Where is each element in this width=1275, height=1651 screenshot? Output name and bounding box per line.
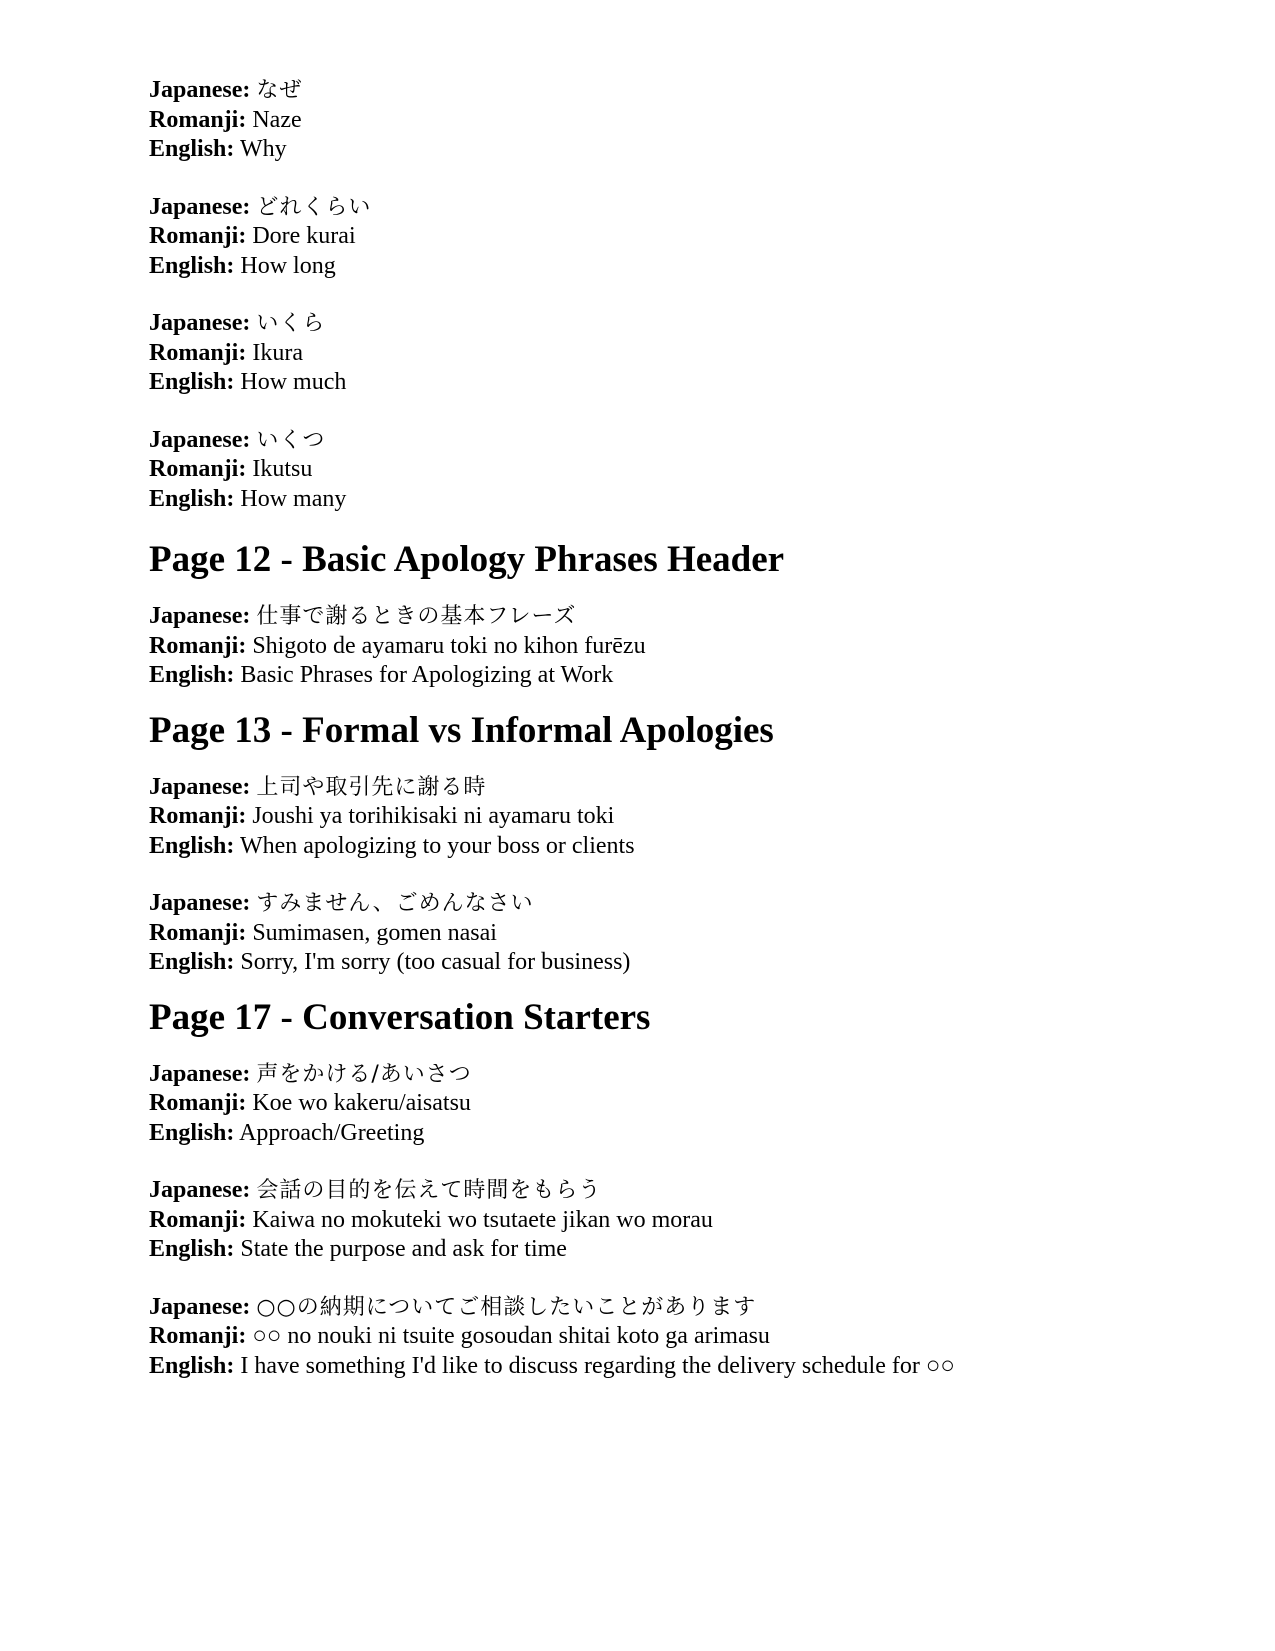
english-label: English: bbox=[149, 485, 235, 512]
japanese-line bbox=[149, 889, 1229, 919]
japanese-line bbox=[149, 1176, 1229, 1206]
romanji-line bbox=[149, 1322, 1229, 1352]
english-label: English: bbox=[149, 1352, 235, 1379]
phrase-entry bbox=[149, 426, 1229, 515]
romanji-text: Ikura bbox=[252, 339, 303, 366]
romanji-text: Dore kurai bbox=[252, 223, 356, 249]
section-heading: Page 12 - Basic Apology Phrases Header bbox=[149, 539, 785, 580]
japanese-text: いくら bbox=[256, 311, 326, 336]
japanese-text: 声をかける/あいさつ bbox=[256, 1061, 472, 1087]
japanese-label: Japanese: bbox=[149, 193, 251, 220]
romanji-line bbox=[149, 1206, 1229, 1236]
english-line bbox=[149, 1235, 1229, 1265]
english-label: English: bbox=[149, 369, 235, 395]
english-text: How much bbox=[240, 369, 347, 395]
japanese-line bbox=[149, 1060, 1229, 1090]
romanji-text: Sumimasen, gomen nasai bbox=[252, 919, 497, 946]
japanese-label: Japanese: bbox=[149, 890, 251, 916]
japanese-line bbox=[149, 309, 1229, 339]
section-page-13 bbox=[149, 709, 1229, 978]
phrase-entry bbox=[149, 309, 1229, 398]
romanji-line bbox=[149, 106, 1229, 136]
romanji-text: Koe wo kakeru/aisatsu bbox=[252, 1090, 471, 1116]
japanese-line bbox=[149, 602, 1229, 632]
phrase-entry bbox=[149, 773, 1229, 862]
romanji-line bbox=[149, 1089, 1229, 1119]
japanese-text: どれくらい bbox=[256, 194, 372, 220]
section-page-12 bbox=[149, 538, 1229, 691]
phrase-entry bbox=[149, 889, 1229, 978]
english-label: English: bbox=[149, 949, 235, 975]
phrase-entry bbox=[149, 602, 1229, 691]
japanese-label: Japanese: bbox=[149, 1177, 251, 1203]
romanji-text: Kaiwa no mokuteki wo tsutaete jikan wo morau bbox=[252, 1206, 713, 1233]
english-text: Why bbox=[239, 136, 287, 162]
japanese-line bbox=[149, 426, 1229, 456]
phrase-entry bbox=[149, 76, 1229, 165]
english-line bbox=[149, 135, 1229, 165]
japanese-line bbox=[149, 193, 1229, 223]
japanese-text: ○○の納期についてご相談したいことがあります bbox=[256, 1294, 757, 1320]
japanese-text: なぜ bbox=[256, 78, 303, 103]
english-line bbox=[149, 252, 1229, 282]
document-page bbox=[149, 76, 1229, 1399]
romanji-label: Romanji: bbox=[149, 632, 247, 659]
romanji-line bbox=[149, 339, 1229, 369]
japanese-text: すみません、ごめんなさい bbox=[256, 891, 534, 916]
japanese-label: Japanese: bbox=[149, 77, 251, 103]
english-label: English: bbox=[149, 1119, 235, 1146]
japanese-line bbox=[149, 773, 1229, 803]
romanji-label: Romanji: bbox=[149, 339, 247, 366]
japanese-label: Japanese: bbox=[149, 603, 251, 629]
english-text: Basic Phrases for Apologizing at Work bbox=[240, 662, 614, 688]
english-text: State the purpose and ask for time bbox=[240, 1236, 567, 1262]
english-label: English: bbox=[149, 136, 235, 162]
romanji-line bbox=[149, 802, 1229, 832]
section-heading: Page 17 - Conversation Starters bbox=[149, 996, 651, 1038]
english-line bbox=[149, 368, 1229, 398]
phrase-entry bbox=[149, 1060, 1229, 1149]
romanji-line bbox=[149, 455, 1229, 485]
japanese-line bbox=[149, 76, 1229, 106]
japanese-line bbox=[149, 1293, 1229, 1323]
english-line bbox=[149, 948, 1229, 978]
phrase-entry bbox=[149, 1176, 1229, 1265]
japanese-label: Japanese: bbox=[149, 1293, 251, 1320]
phrase-entry bbox=[149, 193, 1229, 282]
english-line bbox=[149, 1119, 1229, 1149]
english-label: English: bbox=[149, 832, 235, 859]
japanese-label: Japanese: bbox=[149, 310, 251, 336]
section-heading: Page 13 - Formal vs Informal Apologies bbox=[149, 709, 774, 751]
english-label: English: bbox=[149, 252, 235, 279]
romanji-label: Romanji: bbox=[149, 1323, 247, 1349]
japanese-text: いくつ bbox=[256, 427, 326, 453]
english-text: Sorry, I'm sorry (too casual for business) bbox=[240, 949, 631, 975]
romanji-label: Romanji: bbox=[149, 456, 247, 482]
romanji-text: Shigoto de ayamaru toki no kihon furēzu bbox=[252, 632, 646, 659]
japanese-label: Japanese: bbox=[149, 426, 251, 453]
romanji-label: Romanji: bbox=[149, 1206, 247, 1233]
romanji-text: Ikutsu bbox=[252, 456, 313, 482]
romanji-label: Romanji: bbox=[149, 919, 247, 946]
english-line bbox=[149, 832, 1229, 862]
english-line bbox=[149, 661, 1229, 691]
romanji-text: Joushi ya torihikisaki ni ayamaru toki bbox=[252, 803, 615, 829]
intro-entries bbox=[149, 76, 1229, 514]
romanji-line bbox=[149, 632, 1229, 662]
english-text: When apologizing to your boss or clients bbox=[239, 832, 635, 859]
english-line bbox=[149, 485, 1229, 515]
section-page-17 bbox=[149, 996, 1229, 1382]
romanji-label: Romanji: bbox=[149, 1090, 247, 1116]
romanji-text: Naze bbox=[252, 106, 302, 133]
romanji-label: Romanji: bbox=[149, 106, 247, 133]
english-text: Approach/Greeting bbox=[239, 1119, 425, 1146]
japanese-text: 会話の目的を伝えて時間をもらう bbox=[256, 1178, 602, 1203]
romanji-line bbox=[149, 919, 1229, 949]
english-label: English: bbox=[149, 662, 235, 688]
japanese-text: 上司や取引先に謝る時 bbox=[256, 774, 487, 800]
english-line bbox=[149, 1352, 1229, 1382]
english-text: How many bbox=[240, 485, 347, 512]
phrase-entry bbox=[149, 1293, 1229, 1382]
english-label: English: bbox=[149, 1236, 235, 1262]
japanese-label: Japanese: bbox=[149, 773, 251, 800]
english-text: I have something I'd like to discuss regarding the delivery schedule for ○○ bbox=[240, 1352, 955, 1379]
romanji-label: Romanji: bbox=[149, 223, 247, 249]
romanji-label: Romanji: bbox=[149, 803, 247, 829]
japanese-label: Japanese: bbox=[149, 1060, 251, 1087]
romanji-line bbox=[149, 222, 1229, 252]
japanese-text: 仕事で謝るときの基本フレーズ bbox=[256, 604, 577, 629]
english-text: How long bbox=[240, 252, 336, 279]
romanji-text: ○○ no nouki ni tsuite gosoudan shitai koto ga arimasu bbox=[252, 1323, 770, 1349]
